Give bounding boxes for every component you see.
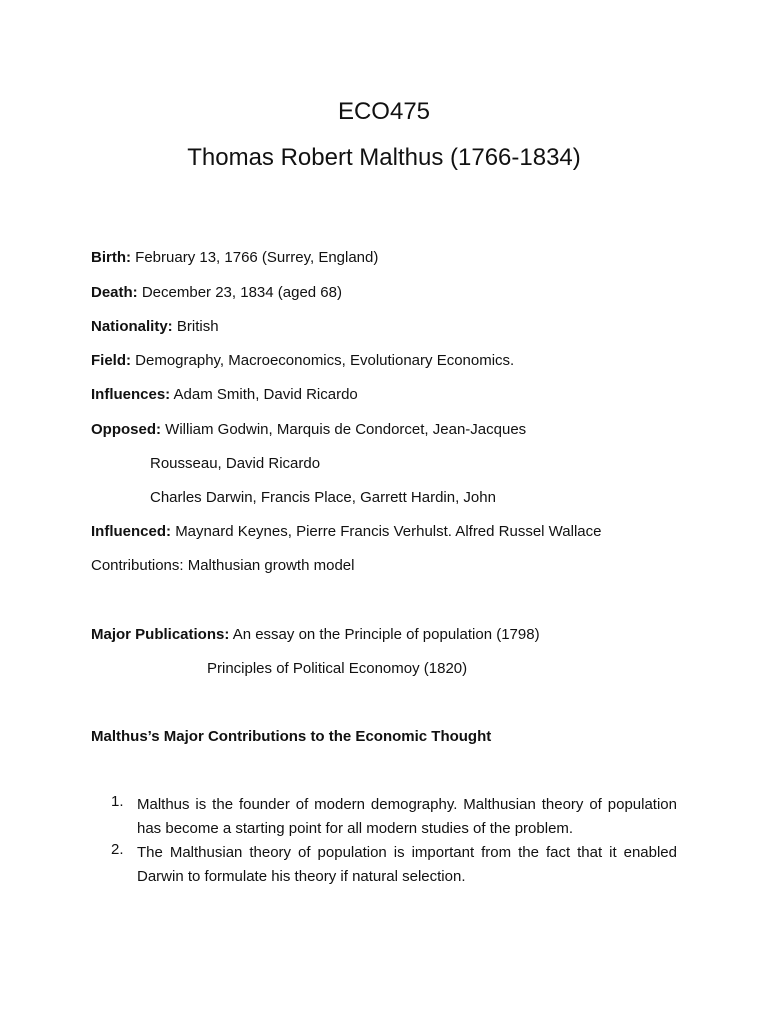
influences-row [91,386,358,403]
influences-label: Influences: [91,386,171,403]
publications-label: Major Publications: [91,626,230,643]
nationality-row [91,318,219,335]
list-item-text: The Malthusian theory of population is important from the fact that it enabled Darwin to formulate his theory if natural selection. [137,844,677,885]
field-row [91,352,514,369]
publications-row [91,626,540,643]
list-item [111,793,677,841]
opposed-value-line3: Charles Darwin, Francis Place, Garrett Hardin, John [150,489,496,506]
field-value: Demography, Macroeconomics, Evolutionary Economics. [135,352,515,369]
page-title: Thomas Robert Malthus (1766-1834) [187,144,581,171]
course-code: ECO475 [337,98,431,125]
contributions-list [111,793,677,889]
list-item-text: Malthus is the founder of modern demography. Malthusian theory of population has become a starting point for all modern studies of the problem. [137,796,677,837]
birth-value: February 13, 1766 (Surrey, England) [135,249,379,266]
opposed-label: Opposed: [91,421,161,438]
influenced-row [91,523,601,540]
list-item-number: 1. [111,793,124,810]
opposed-value-line2: Rousseau, David Ricardo [150,455,321,472]
influences-value: Adam Smith, David Ricardo [173,386,358,403]
section-heading: Malthus’s Major Contributions to the Economic Thought [91,728,492,745]
nationality-value: British [176,318,219,335]
birth-label: Birth: [91,249,131,266]
opposed-value-line1: William Godwin, Marquis de Condorcet, Jean-Jacques [165,421,527,438]
publication-1: An essay on the Principle of population (1798) [232,626,540,643]
publication-2: Principles of Political Economoy (1820) [207,660,468,677]
contributions-row: Contributions: Malthusian growth model [91,557,355,574]
opposed-row [91,421,526,438]
birth-row [91,249,378,266]
field-label: Field: [91,352,131,369]
nationality-label: Nationality: [91,318,173,335]
influenced-label: Influenced: [91,523,172,540]
death-row [91,284,342,301]
death-value: December 23, 1834 (aged 68) [141,284,342,301]
death-label: Death: [91,284,138,301]
list-item [111,841,677,889]
influenced-value: Maynard Keynes, Pierre Francis Verhulst. Alfred Russel Wallace [175,523,602,540]
list-item-number: 2. [111,841,124,858]
